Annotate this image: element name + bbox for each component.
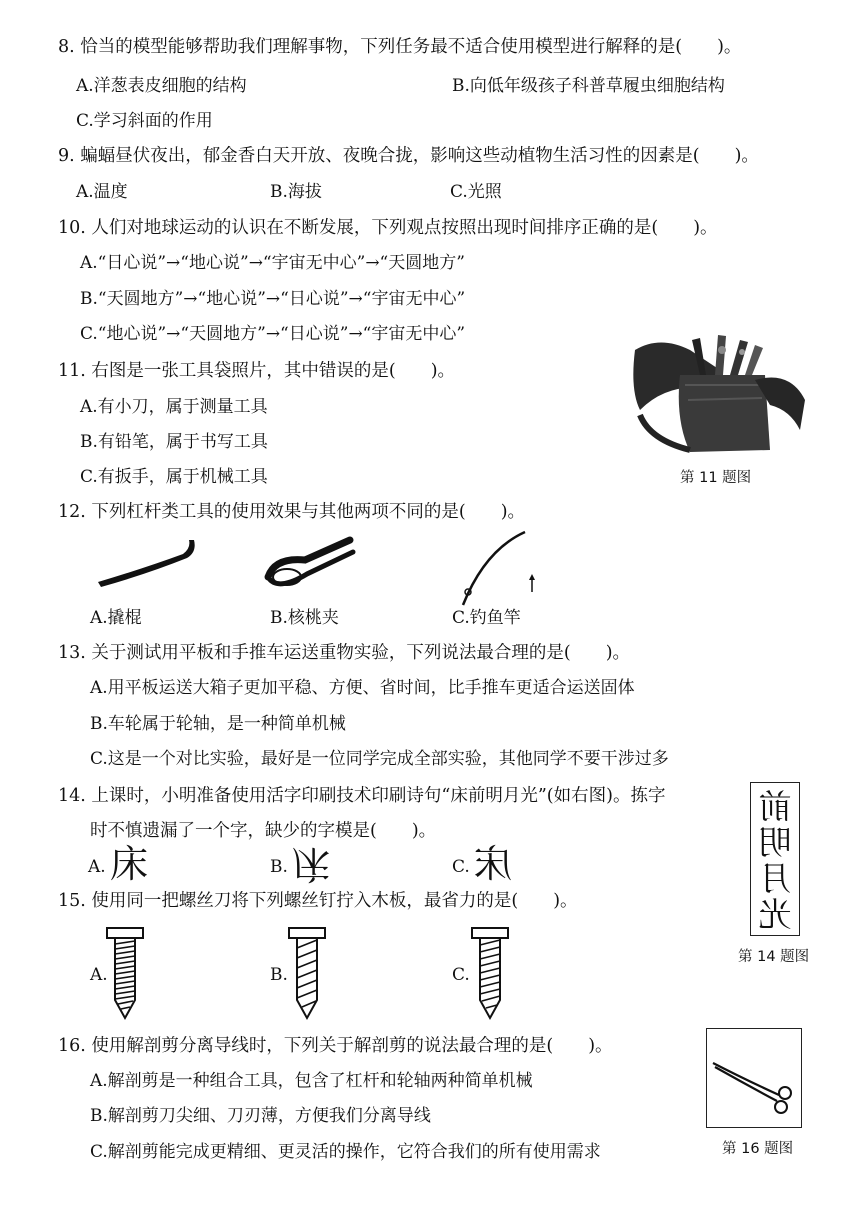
question-10-option-a[interactable]: A.“日心说”→“地心说”→“宇宙无中心”→“天圆地方” — [80, 253, 465, 273]
type-char-2: 明 — [758, 823, 792, 862]
question-16-option-c[interactable]: C.解剖剪能完成更精细、更灵活的操作，它符合我们的所有使用需求 — [90, 1142, 601, 1162]
question-13-option-b[interactable]: B.车轮属于轮轴，是一种简单机械 — [90, 714, 346, 734]
figure-16-caption: 第 16 题图 — [722, 1141, 794, 1157]
figure-11-caption: 第 11 题图 — [680, 470, 752, 486]
type-column-figure — [750, 782, 800, 936]
question-15-option-b[interactable]: B. — [270, 965, 288, 985]
question-13-option-c[interactable]: C.这是一个对比实验，最好是一位同学完成全部实验，其他同学不要干涉过多 — [90, 749, 669, 769]
screw-a-icon — [105, 928, 145, 1020]
question-8-option-a[interactable]: A.洋葱表皮细胞的结构 — [76, 76, 247, 96]
question-14-stem-line-2: 时不慎遗漏了一个字，缺少的字模是( )。 — [90, 821, 437, 841]
question-10-stem: 10. 人们对地球运动的认识在不断发展，下列观点按照出现时间排序正确的是( )。 — [58, 218, 718, 238]
crowbar-icon — [95, 538, 205, 588]
tool-bag-photo — [630, 330, 810, 458]
type-piece-a: 床 — [110, 842, 149, 886]
question-16-stem: 16. 使用解剖剪分离导线时，下列关于解剖剪的说法最合理的是( )。 — [58, 1036, 613, 1056]
type-piece-c: 床 — [474, 842, 513, 886]
question-9-option-b[interactable]: B.海拔 — [270, 182, 322, 202]
type-char-1: 前 — [758, 787, 792, 826]
question-14-option-b[interactable]: B. — [270, 857, 288, 877]
question-15-option-c[interactable]: C. — [452, 965, 470, 985]
question-12-option-a[interactable]: A.撬棍 — [90, 608, 142, 628]
fishing-rod-icon — [455, 530, 545, 610]
type-piece-b: 床 — [292, 842, 331, 886]
question-15-stem: 15. 使用同一把螺丝刀将下列螺丝钉拧入木板，最省力的是( )。 — [58, 891, 578, 911]
question-12-stem: 12. 下列杠杆类工具的使用效果与其他两项不同的是( )。 — [58, 502, 526, 522]
figure-14-caption: 第 14 题图 — [738, 949, 810, 965]
question-16-option-b[interactable]: B.解剖剪刀尖细、刀刃薄，方便我们分离导线 — [90, 1106, 431, 1126]
question-8-stem: 8. 恰当的模型能够帮助我们理解事物，下列任务最不适合使用模型进行解释的是( )。 — [58, 37, 742, 57]
question-13-stem: 13. 关于测试用平板和手推车运送重物实验，下列说法最合理的是( )。 — [58, 643, 631, 663]
question-9-option-c[interactable]: C.光照 — [450, 182, 502, 202]
question-8-option-b[interactable]: B.向低年级孩子科普草履虫细胞结构 — [452, 76, 725, 96]
screw-c-icon — [470, 928, 510, 1020]
question-9-stem: 9. 蝙蝠昼伏夜出，郁金香白天开放、夜晚合拢，影响这些动植物生活习性的因素是( )。 — [58, 146, 759, 166]
question-12-option-c[interactable]: C.钓鱼竿 — [452, 608, 521, 628]
question-11-option-b[interactable]: B.有铅笔，属于书写工具 — [80, 432, 268, 452]
question-11-option-a[interactable]: A.有小刀，属于测量工具 — [80, 397, 268, 417]
nutcracker-icon — [265, 532, 365, 594]
question-14-option-a[interactable]: A. — [88, 857, 106, 877]
question-11-option-c[interactable]: C.有扳手，属于机械工具 — [80, 467, 268, 487]
type-char-3: 月 — [758, 859, 792, 898]
question-11-stem: 11. 右图是一张工具袋照片，其中错误的是( )。 — [58, 361, 456, 381]
question-10-option-b[interactable]: B.“天圆地方”→“地心说”→“日心说”→“宇宙无中心” — [80, 289, 466, 309]
scissors-figure — [706, 1028, 802, 1128]
dissecting-scissors-icon — [709, 1039, 799, 1119]
screw-b-icon — [287, 928, 327, 1020]
question-15-option-a[interactable]: A. — [90, 965, 108, 985]
question-14-stem-line-1: 14. 上课时，小明准备使用活字印刷技术印刷诗句“床前明月光”(如右图)。拣字 — [58, 786, 666, 806]
type-char-4: 光 — [758, 895, 792, 934]
question-13-option-a[interactable]: A.用平板运送大箱子更加平稳、方便、省时间，比手推车更适合运送固体 — [90, 678, 635, 698]
question-16-option-a[interactable]: A.解剖剪是一种组合工具，包含了杠杆和轮轴两种简单机械 — [90, 1071, 533, 1091]
question-10-option-c[interactable]: C.“地心说”→“天圆地方”→“日心说”→“宇宙无中心” — [80, 324, 466, 344]
question-9-option-a[interactable]: A.温度 — [76, 182, 128, 202]
question-12-option-b[interactable]: B.核桃夹 — [270, 608, 339, 628]
question-8-option-c[interactable]: C.学习斜面的作用 — [76, 111, 213, 131]
question-14-option-c[interactable]: C. — [452, 857, 470, 877]
